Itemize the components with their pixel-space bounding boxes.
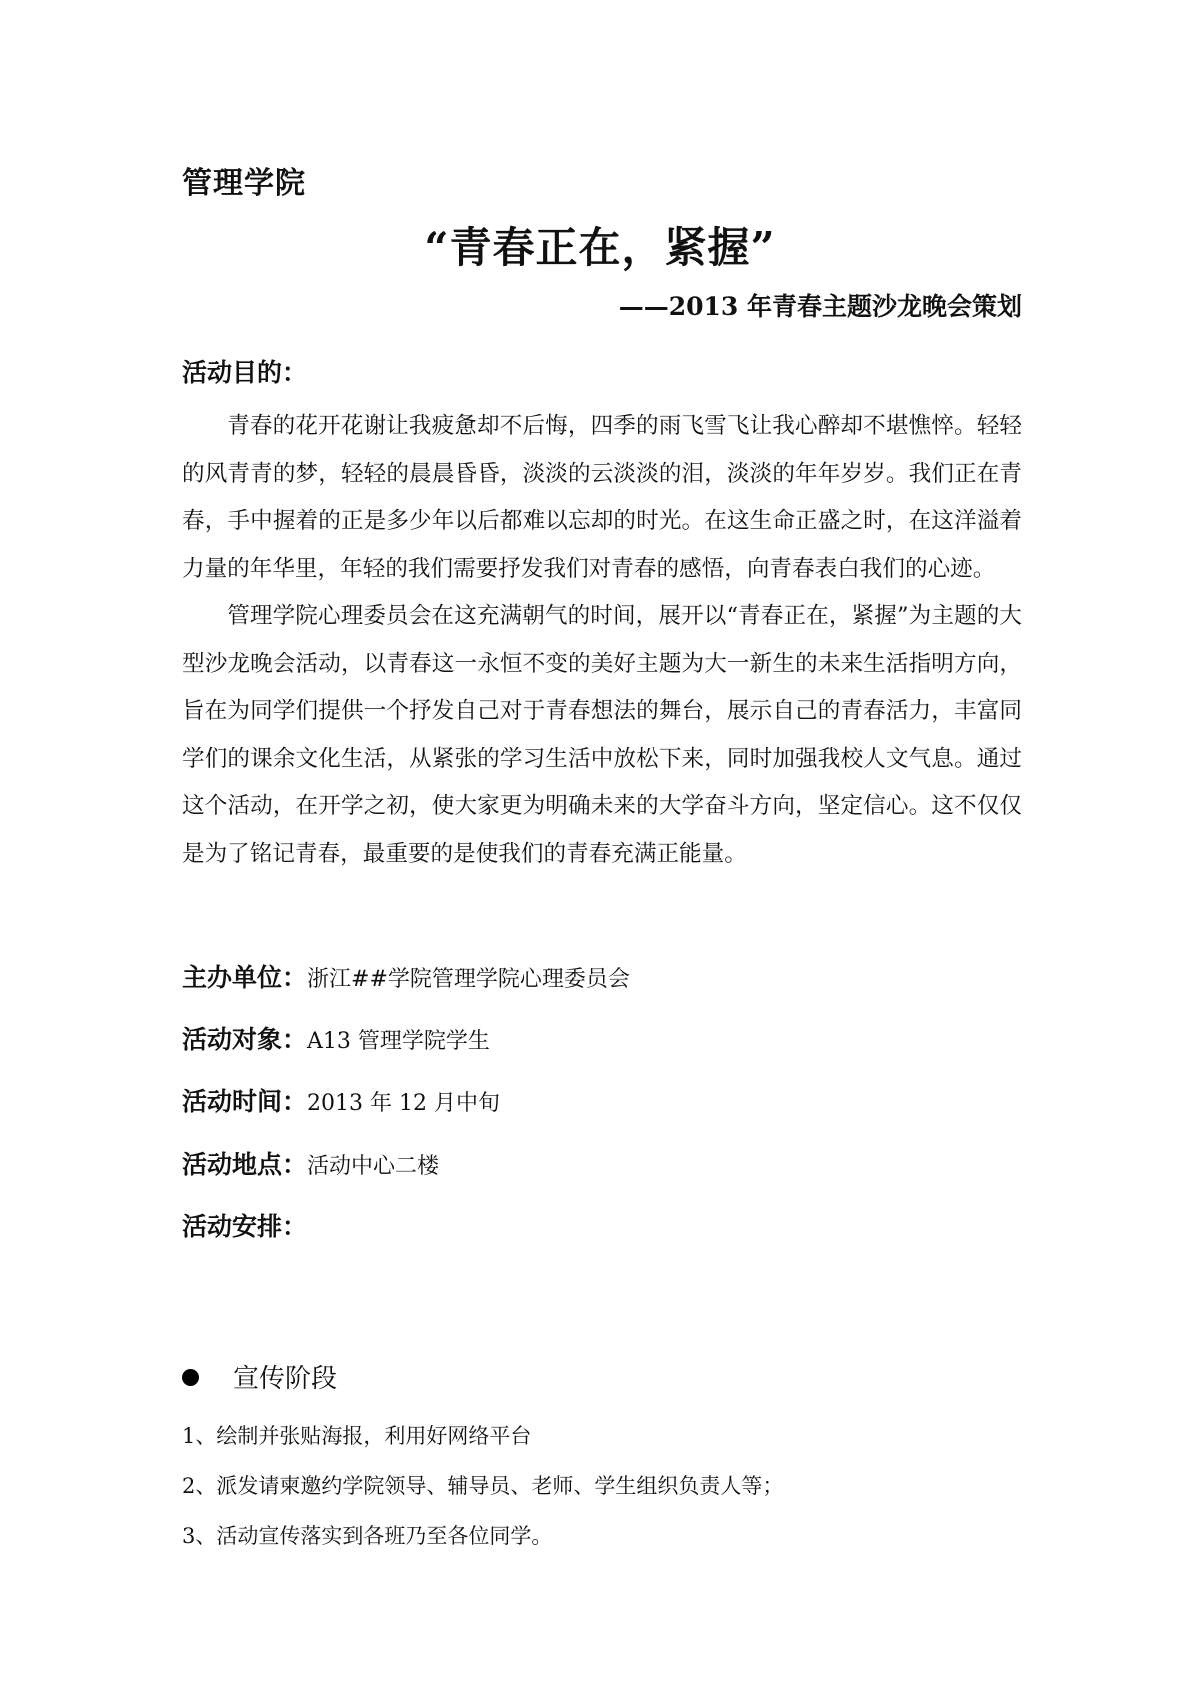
subtitle: ——2013 年青春主题沙龙晚会策划 xyxy=(618,292,1022,321)
purpose-paragraph-2: 管理学院心理委员会在这充满朝气的时间，展开以“青春正在，紧握”为主题的大型沙龙晚会活动，以青春这一永恒不变的美好主题为大一新生的未来生活指明方向，旨在为同学们提供一个抒发自己对于青春想法的舞台，展示自己的青春活力，丰富同学们的课余文化生活，从紧张的学习生活中放松下来，同时加强我校人文气息。通过这个活动，在开学之初，使大家更为明确未来的大学奋斗方向，坚定信心。这不仅仅是为了铭记青春，最重要的是使我们的青春充满正能量。 xyxy=(182,603,1022,867)
audience-value: A13 管理学院学生 xyxy=(307,1029,490,1054)
bullet-icon xyxy=(182,1369,199,1386)
time-value: 2013 年 12 月中旬 xyxy=(307,1091,500,1116)
purpose-paragraph-1: 青春的花开花谢让我疲惫却不后悔，四季的雨飞雪飞让我心醉却不堪憔悴。轻轻的风青青的梦，轻轻的晨晨昏昏，淡淡的云淡淡的泪，淡淡的年年岁岁。我们正在青春，手中握着的正是多少年以后都难以忘却的时光。在这生命正盛之时，在这洋溢着力量的年华里，年轻的我们需要抒发我们对青春的感悟，向青春表白我们的心迹。 xyxy=(182,413,1022,582)
department-name: 管理学院 xyxy=(182,166,306,201)
schedule-label: 活动安排： xyxy=(182,1212,308,1241)
main-title: “青春正在，紧握” xyxy=(424,223,776,272)
organizer-value: 浙江##学院管理学院心理委员会 xyxy=(307,967,630,992)
location-value: 活动中心二楼 xyxy=(307,1154,440,1179)
step-item-3: 3、活动宣传落实到各班乃至各位同学。 xyxy=(182,1524,553,1548)
organizer-label: 主办单位： xyxy=(182,963,308,992)
phase-title: 宣传阶段 xyxy=(233,1364,338,1394)
info-organizer xyxy=(182,958,630,994)
info-time xyxy=(182,1082,500,1118)
step-item-1: 1、绘制并张贴海报，利用好网络平台 xyxy=(182,1424,532,1448)
step-item-2: 2、派发请柬邀约学院领导、辅导员、老师、学生组织负责人等； xyxy=(182,1474,784,1498)
purpose-body xyxy=(182,403,1022,878)
info-audience xyxy=(182,1020,490,1056)
audience-label: 活动对象： xyxy=(182,1025,308,1054)
location-label: 活动地点： xyxy=(182,1150,308,1179)
time-label: 活动时间： xyxy=(182,1087,308,1116)
phase-heading xyxy=(182,1358,337,1395)
purpose-heading: 活动目的： xyxy=(182,358,308,387)
info-schedule xyxy=(182,1207,307,1243)
info-location xyxy=(182,1145,439,1181)
